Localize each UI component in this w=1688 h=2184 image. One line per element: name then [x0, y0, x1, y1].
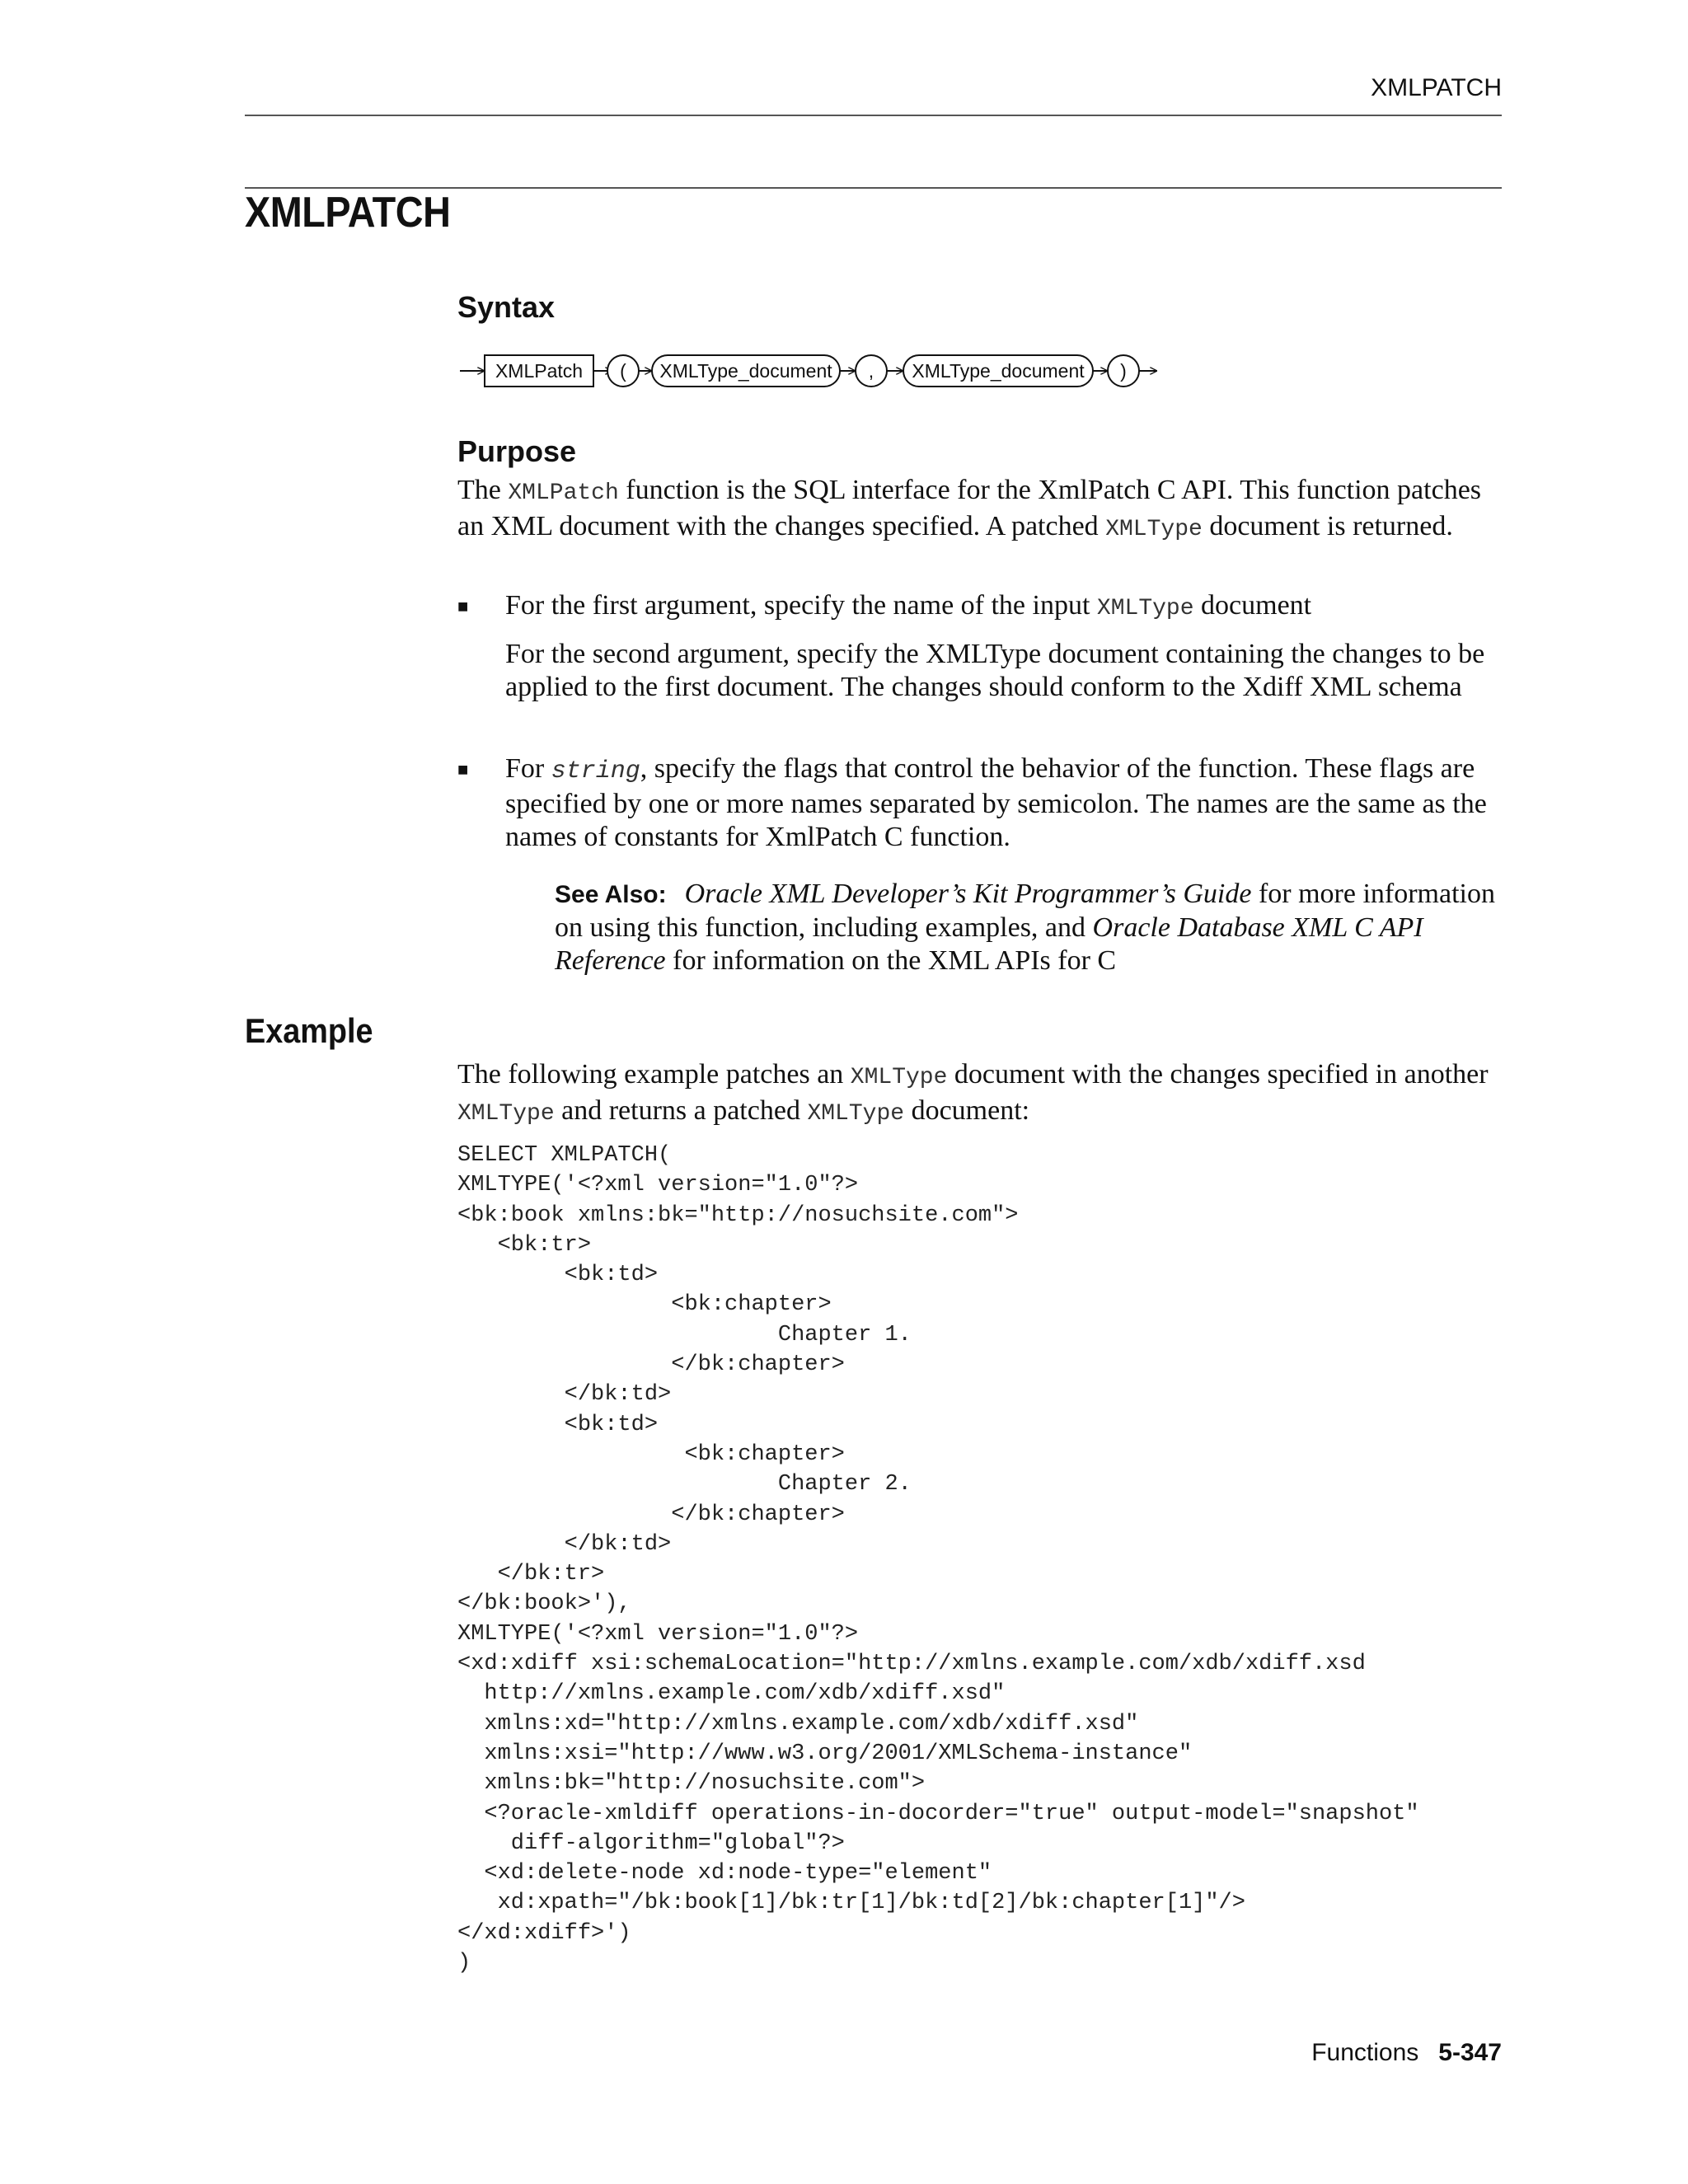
page-title: XMLPATCH [245, 189, 451, 237]
purpose-paragraph: The XMLPatch function is the SQL interface for the XmlPatch C API. This function patches an XML document with the changes specified. A patched XMLType document is returned. [457, 475, 1482, 542]
diagram-open-paren: ( [620, 360, 626, 382]
syntax-railroad-diagram [452, 346, 1193, 396]
bullet-second-argument: For the second argument, specify the XMLType document containing the changes to be applied to the first document. The changes should conform to the Xdiff XML schema [505, 639, 1485, 702]
see-also-note: See Also: Oracle XML Developer’s Kit Programmer’s Guide for more information on using this function, including examples, and Oracle Database XML C API Reference for information on the XML APIs for C [555, 879, 1495, 976]
example-heading: Example [245, 1011, 373, 1050]
running-header: XMLPATCH [1371, 74, 1502, 101]
diagram-close-paren: ) [1120, 360, 1127, 382]
example-intro: The following example patches an XMLType document with the changes specified in another XMLType and returns a patched XMLType document: [457, 1059, 1489, 1127]
syntax-heading: Syntax [457, 290, 556, 324]
page-footer [1311, 2039, 1502, 2067]
header-rule [245, 115, 1502, 116]
diagram-arg2: XMLType_document [912, 360, 1085, 382]
see-also-ref-xdk: Oracle XML Developer’s Kit Programmer’s Guide [684, 879, 1252, 909]
bullet-first-argument: For the first argument, specify the name of the input XMLType document [505, 590, 1312, 621]
diagram-keyword: XMLPatch [495, 360, 584, 382]
example-code-block: SELECT XMLPATCH( XMLTYPE('<?xml version="1.0"?> <bk:book xmlns:bk="http://nosuchsite.com"> <bk:tr> <bk:td> <bk:chapter> Chapter 1. </bk:chapter> </bk:td> <bk:td> <bk:chapter> Chapter 2. </bk:chapter> </bk:td> </bk:tr> </bk:book>'), XMLTYPE('<?xml version="1.0"?> <xd:xdiff xsi:schemaLocation="http://xmlns.example.com/xdb/xdiff.xsd http://xmlns.example.com/xdb/xdiff.xsd" xmlns:xd="http://xmlns.example.com/xdb/xdiff.xsd" xmlns:xsi="http://www.w3.org/2001/XMLSchema-instance" xmlns:bk="http://nosuchsite.com"> <?oracle-xmldiff operations-in-docorder="true" output-model="snapshot" diff-algorithm="global"?> <xd:delete-node xd:node-type="element" xd:xpath="/bk:book[1]/bk:tr[1]/bk:td[2]/bk:chapter[1]"/> </xd:xdiff>') ) [457, 1143, 1419, 1976]
see-also-label: See Also: [555, 881, 667, 908]
diagram-comma: , [868, 360, 874, 382]
see-also-ref-c-api: Oracle Database XML C API Reference [555, 912, 1423, 976]
footer-section: Functions [1311, 2039, 1419, 2066]
page-number: 5-347 [1438, 2039, 1502, 2066]
bullet-string-flags: For string, specify the flags that control the behavior of the function. These flags are specified by one or more names separated by semicolon. The names are the same as the names of constants for XmlPatch C function. [505, 753, 1487, 852]
purpose-heading: Purpose [457, 434, 577, 468]
bullet-marker: ■ [457, 596, 469, 616]
diagram-arg1: XMLType_document [659, 360, 832, 382]
bullet-marker: ■ [457, 759, 469, 780]
